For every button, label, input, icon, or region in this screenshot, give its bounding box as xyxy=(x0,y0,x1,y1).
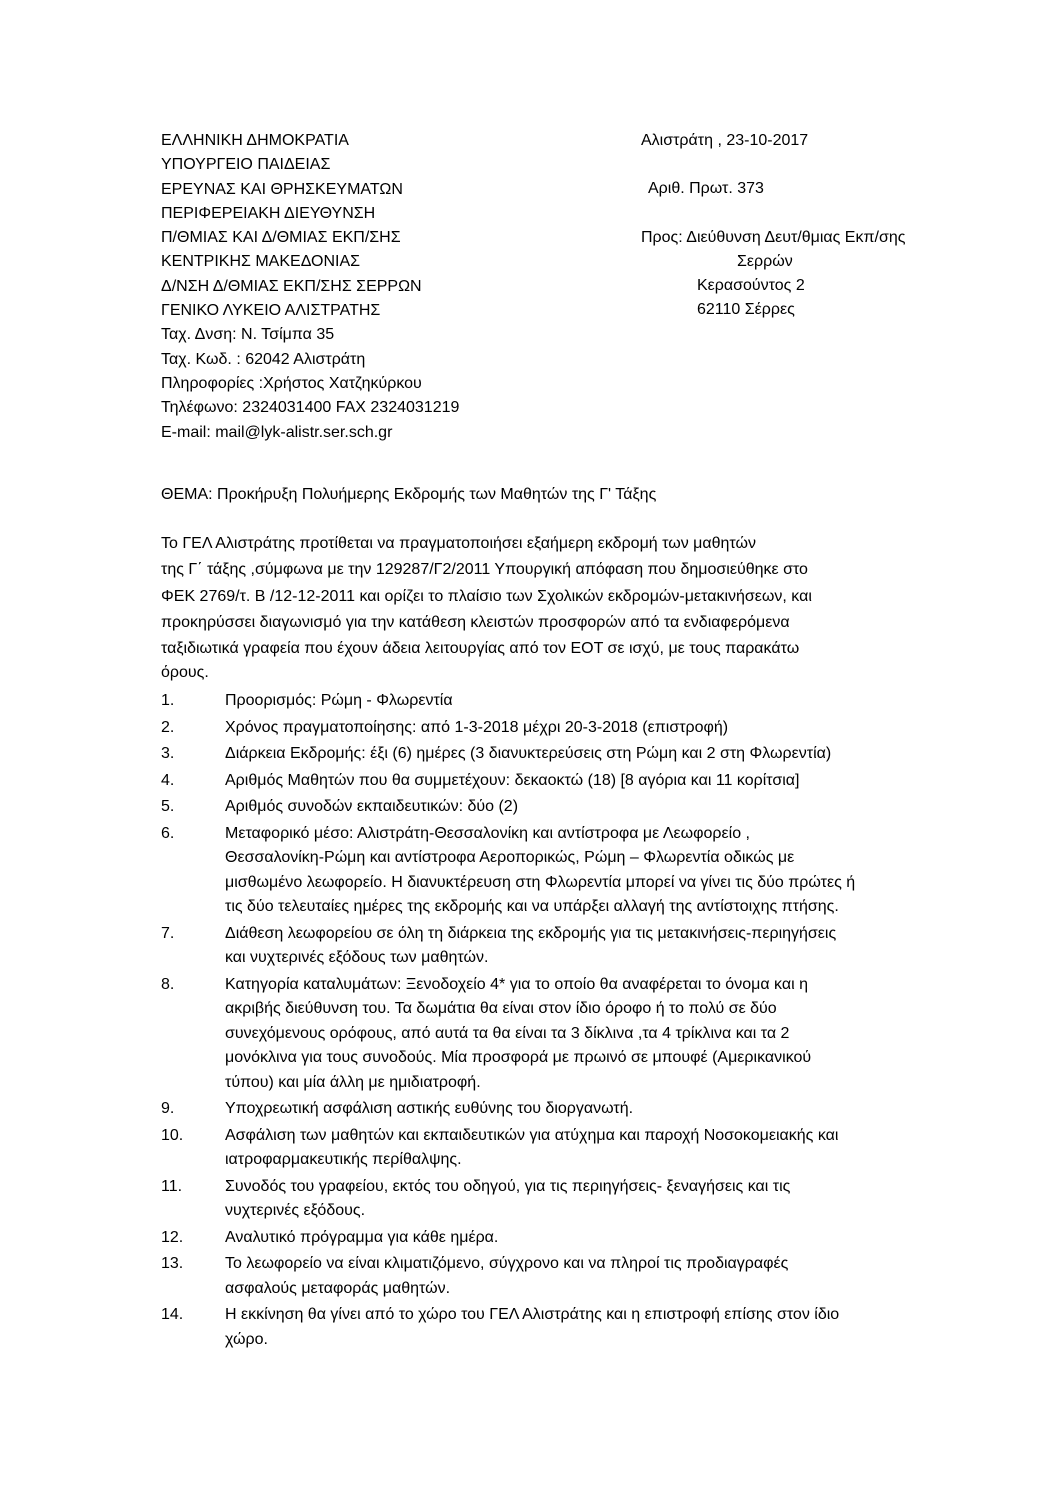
item-number: 6. xyxy=(161,824,175,842)
list-item xyxy=(161,973,951,1096)
sender-block xyxy=(161,129,459,445)
item-text: μονόκλινα για τους συνοδούς. Μία προσφορά με πρωινό σε μπουφέ (Αμερικανικού xyxy=(225,1049,812,1066)
item-text: τις δύο τελευταίες ημέρες της εκδρομής και να υπάρξει αλλαγή της αντίστοιχης πτήσης. xyxy=(225,898,839,915)
recipient-line: Κερασούντος 2 xyxy=(697,277,805,294)
item-text: Υποχρεωτική ασφάλιση αστικής ευθύνης του διοργανωτή. xyxy=(225,1100,634,1117)
item-text: συνεχόμενους ορόφους, από αυτά τα θα είναι τα 3 δίκλινα ,τα 4 τρίκλινα και τα 2 xyxy=(225,1024,790,1042)
item-text: μισθωμένο λεωφορείο. Η διανυκτέρευση στη Φλωρεντία μπορεί να γίνει τις δύο πρώτες ή xyxy=(225,873,856,891)
sender-line: Ταχ. Κωδ. : 62042 Αλιστράτη xyxy=(161,350,366,368)
item-text: Συνοδός του γραφείου, εκτός του οδηγού, για τις περιηγήσεις- ξεναγήσεις και τις xyxy=(225,1177,791,1195)
sender-line: ΥΠΟΥΡΓΕΙΟ ΠΑΙΔΕΙΑΣ xyxy=(161,156,331,174)
item-text: Το λεωφορείο να είναι κλιματιζόμενο, σύγχρονο και να πληροί τις προδιαγραφές xyxy=(225,1255,789,1272)
item-number: 3. xyxy=(161,745,175,762)
list-item xyxy=(161,716,951,741)
item-text: Κατηγορία καταλυμάτων: Ξενοδοχείο 4* για το οποίο θα αναφέρεται το όνομα και η xyxy=(225,975,808,993)
item-text: Προορισμός: Ρώμη - Φλωρεντία xyxy=(225,692,453,709)
intro-line: ΦΕΚ 2769/τ. Β /12-12-2011 και ορίζει το πλαίσιο των Σχολικών εκδρομών-μετακινήσεων, και xyxy=(161,587,812,605)
sender-line: Δ/ΝΣΗ Δ/ΘΜΙΑΣ ΕΚΠ/ΣΗΣ ΣΕΡΡΩΝ xyxy=(161,277,422,295)
list-item xyxy=(161,1252,951,1301)
terms-list xyxy=(161,689,951,1354)
intro-line: της Γ΄ τάξης ,σύμφωνα με την 129287/Γ2/2011 Υπουργική απόφαση που δημοσιεύθηκε στο xyxy=(161,561,808,579)
item-text: νυχτερινές εξόδους. xyxy=(225,1202,366,1219)
item-text: Διάθεση λεωφορείου σε όλη τη διάρκεια της εκδρομής για τις μετακινήσεις-περιηγήσεις xyxy=(225,924,837,942)
item-text: Αριθμός συνοδών εκπαιδευτικών: δύο (2) xyxy=(225,798,519,815)
item-number: 1. xyxy=(161,692,175,709)
sender-line: ΕΛΛΗΝΙΚΗ ΔΗΜΟΚΡΑΤΙΑ xyxy=(161,132,349,149)
sender-line: ΓΕΝΙΚΟ ΛΥΚΕΙΟ ΑΛΙΣΤΡΑΤΗΣ xyxy=(161,302,381,320)
item-number: 7. xyxy=(161,924,175,942)
item-number: 4. xyxy=(161,771,175,789)
sender-line: Π/ΘΜΙΑΣ ΚΑΙ Δ/ΘΜΙΑΣ ΕΚΠ/ΣΗΣ xyxy=(161,229,401,247)
item-number: 5. xyxy=(161,798,175,815)
item-text: Αριθμός Μαθητών που θα συμμετέχουν: δεκαοκτώ (18) [8 αγόρια και 11 κορίτσια] xyxy=(225,771,800,789)
item-text: Διάρκεια Εκδρομής: έξι (6) ημέρες (3 διανυκτερεύσεις στη Ρώμη και 2 στη Φλωρεντία) xyxy=(225,745,832,762)
date-line: Αλιστράτη , 23-10-2017 xyxy=(641,132,809,149)
list-item xyxy=(161,1175,951,1224)
list-item xyxy=(161,1226,951,1251)
sender-line: ΕΡΕΥΝΑΣ ΚΑΙ ΘΡΗΣΚΕΥΜΑΤΩΝ xyxy=(161,180,403,198)
item-number: 12. xyxy=(161,1228,184,1246)
list-item xyxy=(161,822,951,920)
item-text: Αναλυτικό πρόγραμμα για κάθε ημέρα. xyxy=(225,1228,499,1246)
item-text: και νυχτερινές εξόδους των μαθητών. xyxy=(225,949,489,966)
item-number: 13. xyxy=(161,1255,184,1272)
recipient-line: Σερρών xyxy=(737,253,793,270)
item-text: ασφαλούς μεταφοράς μαθητών. xyxy=(225,1279,451,1297)
intro-line: όρους. xyxy=(161,664,209,682)
list-item xyxy=(161,689,951,714)
item-number: 14. xyxy=(161,1306,184,1323)
item-number: 10. xyxy=(161,1126,184,1144)
item-number: 9. xyxy=(161,1100,175,1117)
item-text: Η εκκίνηση θα γίνει από το χώρο του ΓΕΛ Αλιστράτης και η επιστροφή επίσης στον ίδιο xyxy=(225,1306,840,1323)
sender-line: ΠΕΡΙΦΕΡΕΙΑΚΗ ΔΙΕΥΘΥΝΣΗ xyxy=(161,204,376,222)
item-text: Μεταφορικό μέσο: Αλιστράτη-Θεσσαλονίκη και αντίστροφα με Λεωφορείο , xyxy=(225,824,750,842)
recipient-line: Προς: Διεύθυνση Δευτ/θμιας Εκπ/σης xyxy=(641,229,906,246)
item-text: ιατροφαρμακευτικής περίθαλψης. xyxy=(225,1151,462,1168)
sender-line: Τηλέφωνο: 2324031400 FAX 2324031219 xyxy=(161,399,460,417)
item-text: Ασφάλιση των μαθητών και εκπαιδευτικών για ατύχημα και παροχή Νοσοκομειακής και xyxy=(225,1126,839,1144)
item-text: ακριβής διεύθυνση του. Τα δωμάτια θα είναι στον ίδιο όροφο ή το πολύ σε δύο xyxy=(225,1000,777,1017)
list-item xyxy=(161,769,951,794)
list-item xyxy=(161,795,951,820)
item-number: 2. xyxy=(161,718,175,736)
intro-line: ταξιδιωτικά γραφεία που έχουν άδεια λειτουργίας από τον ΕΟΤ σε ισχύ, με τους παρακάτω xyxy=(161,640,800,658)
item-text: Χρόνος πραγματοποίησης: από 1-3-2018 μέχρι 20-3-2018 (επιστροφή) xyxy=(225,718,729,736)
intro-line: προκηρύσσει διαγωνισμό για την κατάθεση κλειστών προσφορών από τα ενδιαφερόμενα xyxy=(161,613,790,631)
subject-line: ΘΕΜΑ: Προκήρυξη Πολυήμερης Εκδρομής των Μαθητών της Γ' Τάξης xyxy=(161,486,657,503)
intro-line: Το ΓΕΛ Αλιστράτης προτίθεται να πραγματοποιήσει εξαήμερη εκδρομή των μαθητών xyxy=(161,535,757,552)
item-number: 8. xyxy=(161,975,175,993)
recipient-line: 62110 Σέρρες xyxy=(697,301,795,318)
sender-line: Ταχ. Δνση: Ν. Τσίμπα 35 xyxy=(161,326,335,344)
list-item xyxy=(161,1097,951,1122)
list-item xyxy=(161,922,951,971)
list-item xyxy=(161,1303,951,1352)
intro-paragraph xyxy=(161,531,921,684)
item-text: χώρο. xyxy=(225,1330,268,1348)
list-item xyxy=(161,1124,951,1173)
item-text: τύπου) και μία άλλη με ημιδιατροφή. xyxy=(225,1073,481,1091)
sender-email: E-mail: mail@lyk-alistr.ser.sch.gr xyxy=(161,423,393,441)
protocol-number: Αριθ. Πρωτ. 373 xyxy=(648,180,764,197)
item-text: Θεσσαλονίκη-Ρώμη και αντίστροφα Αεροπορικώς, Ρώμη – Φλωρεντία οδικώς με xyxy=(225,849,795,866)
sender-line: Πληροφορίες :Χρήστος Χατζηκύρκου xyxy=(161,374,422,392)
sender-line: ΚΕΝΤΡΙΚΗΣ ΜΑΚΕΔΟΝΙΑΣ xyxy=(161,253,361,271)
item-number: 11. xyxy=(161,1177,183,1195)
list-item xyxy=(161,742,951,767)
